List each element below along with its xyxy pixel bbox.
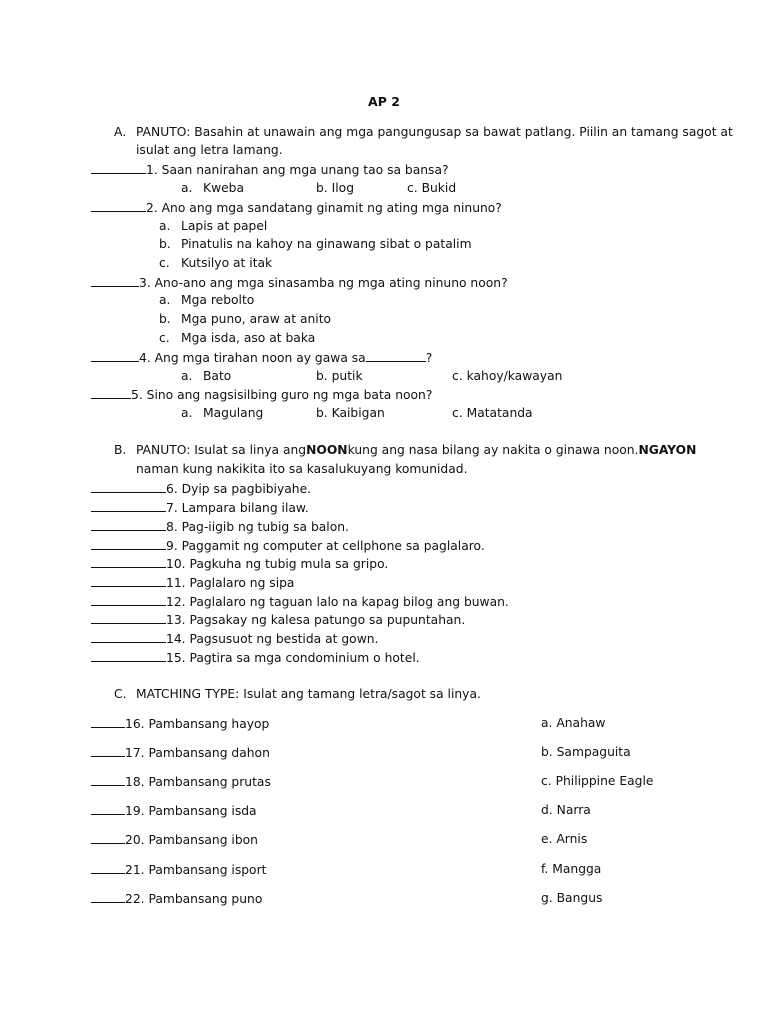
matching-option: c. Philippine Eagle (541, 774, 654, 788)
choice-3a: a. Mga rebolto (159, 293, 255, 307)
section-b-item (91, 611, 465, 628)
answer-blank[interactable] (91, 831, 125, 844)
answer-blank[interactable] (91, 715, 125, 728)
answer-blank[interactable] (91, 386, 131, 399)
question-1: 1. Saan nanirahan ang mga unang tao sa bansa? (91, 161, 449, 178)
choice-1a-letter: a. (181, 181, 193, 195)
item-text: 18. Pambansang prutas (125, 775, 271, 789)
answer-blank[interactable] (91, 890, 125, 903)
choice-2a: a. Lapis at papel (159, 219, 268, 233)
item-text: 21. Pambansang isport (125, 863, 267, 877)
answer-blank[interactable] (91, 555, 166, 568)
choice-5b: b. Kaibigan (316, 406, 385, 420)
item-text: 9. Paggamit ng computer at cellphone sa paglalaro. (166, 539, 485, 553)
answer-blank[interactable] (91, 611, 166, 624)
answer-blank[interactable] (91, 744, 125, 757)
section-a-instruction-2: isulat ang letra lamang. (136, 143, 283, 157)
answer-blank[interactable] (91, 630, 166, 643)
matching-item (91, 744, 270, 761)
item-text: 20. Pambansang ibon (125, 833, 258, 847)
section-b-item (91, 518, 349, 535)
matching-item (91, 773, 271, 790)
question-2: 2. Ano ang mga sandatang ginamit ng ating mga ninuno? (91, 199, 502, 216)
matching-option: a. Anahaw (541, 716, 606, 730)
question-4: 4. Ang mga tirahan noon ay gawa sa ? (91, 349, 432, 366)
choice-2c: c. Kutsilyo at itak (159, 256, 273, 270)
answer-blank[interactable] (91, 349, 139, 362)
choice-2b: b. Pinatulis na kahoy na ginawang sibat o patalim (159, 237, 472, 251)
answer-blank[interactable] (91, 274, 139, 287)
section-c-marker: C. (114, 687, 127, 701)
section-b-instruction-2: naman kung nakikita ito sa kasalukuyang komunidad. (136, 462, 468, 476)
item-text: 16. Pambansang hayop (125, 717, 270, 731)
answer-blank[interactable] (91, 161, 146, 174)
answer-blank[interactable] (91, 480, 166, 493)
answer-blank[interactable] (91, 861, 125, 874)
answer-blank[interactable] (91, 518, 166, 531)
matching-option: g. Bangus (541, 891, 603, 905)
section-b-item (91, 574, 294, 591)
section-b-marker: B. (114, 443, 127, 457)
item-text: 22. Pambansang puno (125, 892, 263, 906)
item-text: 10. Pagkuha ng tubig mula sa gripo. (166, 557, 389, 571)
matching-item (91, 890, 262, 907)
answer-blank[interactable] (91, 499, 166, 512)
matching-item (91, 861, 266, 878)
choice-3b: b. Mga puno, araw at anito (159, 312, 332, 326)
item-text: 15. Pagtira sa mga condominium o hotel. (166, 651, 420, 665)
question-3: 3. Ano-ano ang mga sinasamba ng mga ating ninuno noon? (91, 274, 508, 291)
matching-option: d. Narra (541, 803, 591, 817)
answer-blank[interactable] (91, 574, 166, 587)
fill-in-blank[interactable] (366, 349, 426, 362)
section-b-item (91, 630, 378, 647)
item-text: 12. Paglalaro ng taguan lalo na kapag bilog ang buwan. (166, 595, 509, 609)
item-text: 6. Dyip sa pagbibiyahe. (166, 482, 312, 496)
choice-4b: b. putik (316, 369, 363, 383)
answer-blank[interactable] (91, 773, 125, 786)
item-text: 8. Pag-iigib ng tubig sa balon. (166, 520, 349, 534)
answer-blank[interactable] (91, 802, 125, 815)
choice-5c: c. Matatanda (452, 406, 533, 420)
choice-1c: c. Bukid (407, 181, 457, 195)
section-a-marker: A. (114, 125, 127, 139)
choice-4a: Bato (203, 369, 232, 383)
answer-blank[interactable] (91, 593, 166, 606)
item-text: 7. Lampara bilang ilaw. (166, 501, 309, 515)
item-text: 11. Paglalaro ng sipa (166, 576, 295, 590)
choice-4c: c. kahoy/kawayan (452, 369, 563, 383)
page-title: AP 2 (368, 94, 400, 109)
answer-blank[interactable] (91, 199, 146, 212)
answer-blank[interactable] (91, 649, 166, 662)
item-text: 17. Pambansang dahon (125, 746, 270, 760)
choice-1b: b. Ilog (316, 181, 354, 195)
choice-5a-letter: a. (181, 406, 193, 420)
item-text: 19. Pambansang isda (125, 804, 257, 818)
section-b-instruction-1: PANUTO: Isulat sa linya ang NOON kung ang nasa bilang ay nakita o ginawa noon. NGAYON (136, 443, 697, 457)
choice-3c: c. Mga isda, aso at baka (159, 331, 316, 345)
section-b-item (91, 649, 420, 666)
section-b-item (91, 593, 509, 610)
choice-4a-letter: a. (181, 369, 193, 383)
matching-item (91, 715, 269, 732)
matching-item (91, 802, 257, 819)
matching-option: f. Mangga (541, 862, 602, 876)
matching-option: e. Arnis (541, 832, 588, 846)
question-5: 5. Sino ang nagsisilbing guro ng mga bata noon? (91, 386, 432, 403)
matching-item (91, 831, 258, 848)
section-b-item (91, 555, 388, 572)
answer-blank[interactable] (91, 537, 166, 550)
section-c-instruction: MATCHING TYPE: Isulat ang tamang letra/sagot sa linya. (136, 687, 481, 701)
item-text: 13. Pagsakay ng kalesa patungo sa pupuntahan. (166, 613, 466, 627)
section-b-item (91, 499, 309, 516)
section-b-item (91, 537, 485, 554)
section-a-instruction-1: PANUTO: Basahin at unawain ang mga pangungusap sa bawat patlang. Piilin an tamang sagot at (136, 125, 733, 139)
choice-1a: Kweba (203, 181, 245, 195)
section-b-item (91, 480, 311, 497)
choice-5a: Magulang (203, 406, 264, 420)
matching-option: b. Sampaguita (541, 745, 631, 759)
item-text: 14. Pagsusuot ng bestida at gown. (166, 632, 379, 646)
